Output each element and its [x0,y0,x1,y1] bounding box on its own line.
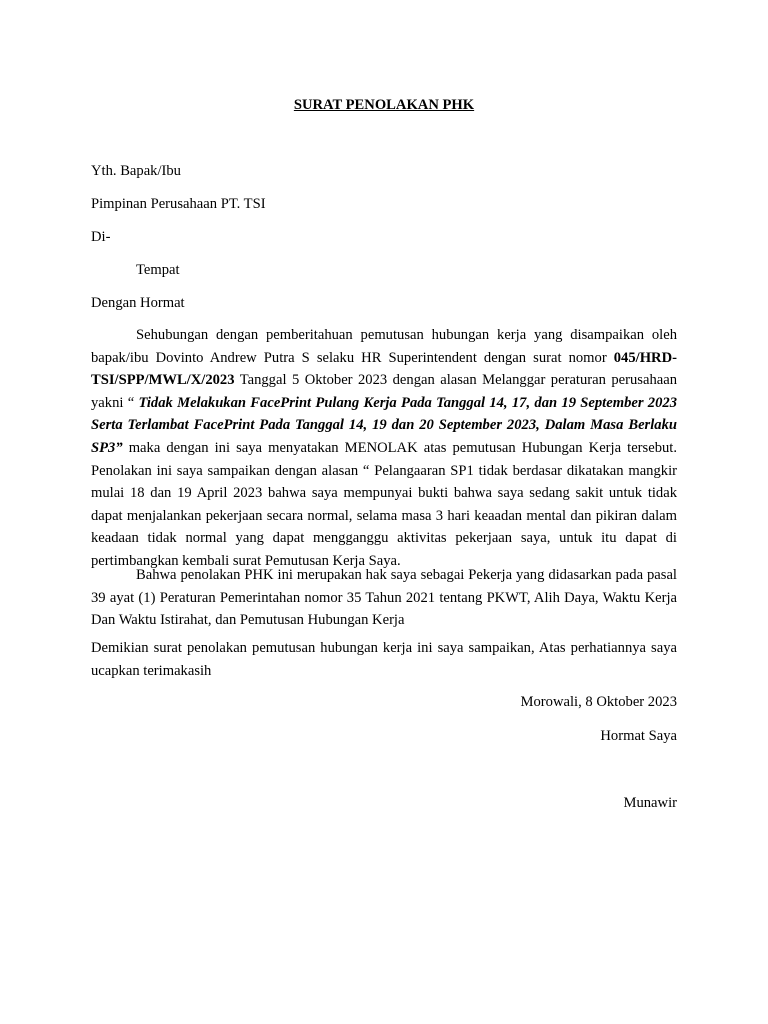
letter-number: 045/HRD-TSI/SPP/MWL/X/2023 [91,349,677,389]
letter-title: SURAT PENOLAKAN PHK [293,97,475,113]
recipient-line-3: Di- [91,229,111,245]
paragraph-1 [91,324,677,573]
signer-name: Munawir [623,795,677,811]
paragraph-1-part-2: Tanggal 5 Oktober 2023 dengan alasan Melanggar peraturan perusahaan yakni “ [91,372,677,411]
paragraph-2: Bahwa penolakan PHK ini merupakan hak saya sebagai Pekerja yang didasarkan pada pasal 39 ayat (1) Peraturan Pemerintahan nomor 35 Tahun 2021 tentang PKWT, Alih Daya, Waktu Kerja Dan Waktu Istirahat, dan Pemutusan Hubungan Kerja [91,567,677,629]
recipient-line-1: Yth. Bapak/Ibu [91,163,181,179]
greeting: Dengan Hormat [91,295,185,311]
place-date: Morowali, 8 Oktober 2023 [520,694,677,710]
recipient-line-2: Pimpinan Perusahaan PT. TSI [91,196,266,212]
paragraph-1-part-1: Sehubungan dengan pemberitahuan pemutusan hubungan kerja yang disampaikan oleh bapak/ibu Dovinto Andrew Putra S selaku HR Superintendent dengan surat nomor [91,327,677,366]
paragraph-1-part-3: maka dengan ini saya menyatakan MENOLAK atas pemutusan Hubungan Kerja tersebut. Penolakan ini saya sampaikan dengan alasan “ Pelangaaran SP1 tidak berdasar dikatakan mangkir mulai 18 dan 19 April 2023 bahwa saya mempunyai bukti bahwa saya sedang sakit untuk tidak dapat menjalankan pekerjaan secara normal, selama masa 3 hari keaadan mental dan pikiran dalam keadaan tidak normal yang dapat mengganggu aktivitas pekerjaan saya, untuk itu dapat di pertimbangkan kembali surat Pemutusan Kerja Saya. [91,439,677,569]
violation-reason: Tidak Melakukan FacePrint Pulang Kerja Pada Tanggal 14, 17, dan 19 September 2023 Serta Terlambat FacePrint Pada Tanggal 14, 19 dan 20 September 2023, Dalam Masa Berlaku SP3” [91,394,677,456]
closing-regards: Hormat Saya [600,728,677,744]
recipient-line-4: Tempat [136,262,180,278]
paragraph-3: Demikian surat penolakan pemutusan hubungan kerja ini saya sampaikan, Atas perhatiannya saya ucapkan terimakasih [91,640,677,679]
